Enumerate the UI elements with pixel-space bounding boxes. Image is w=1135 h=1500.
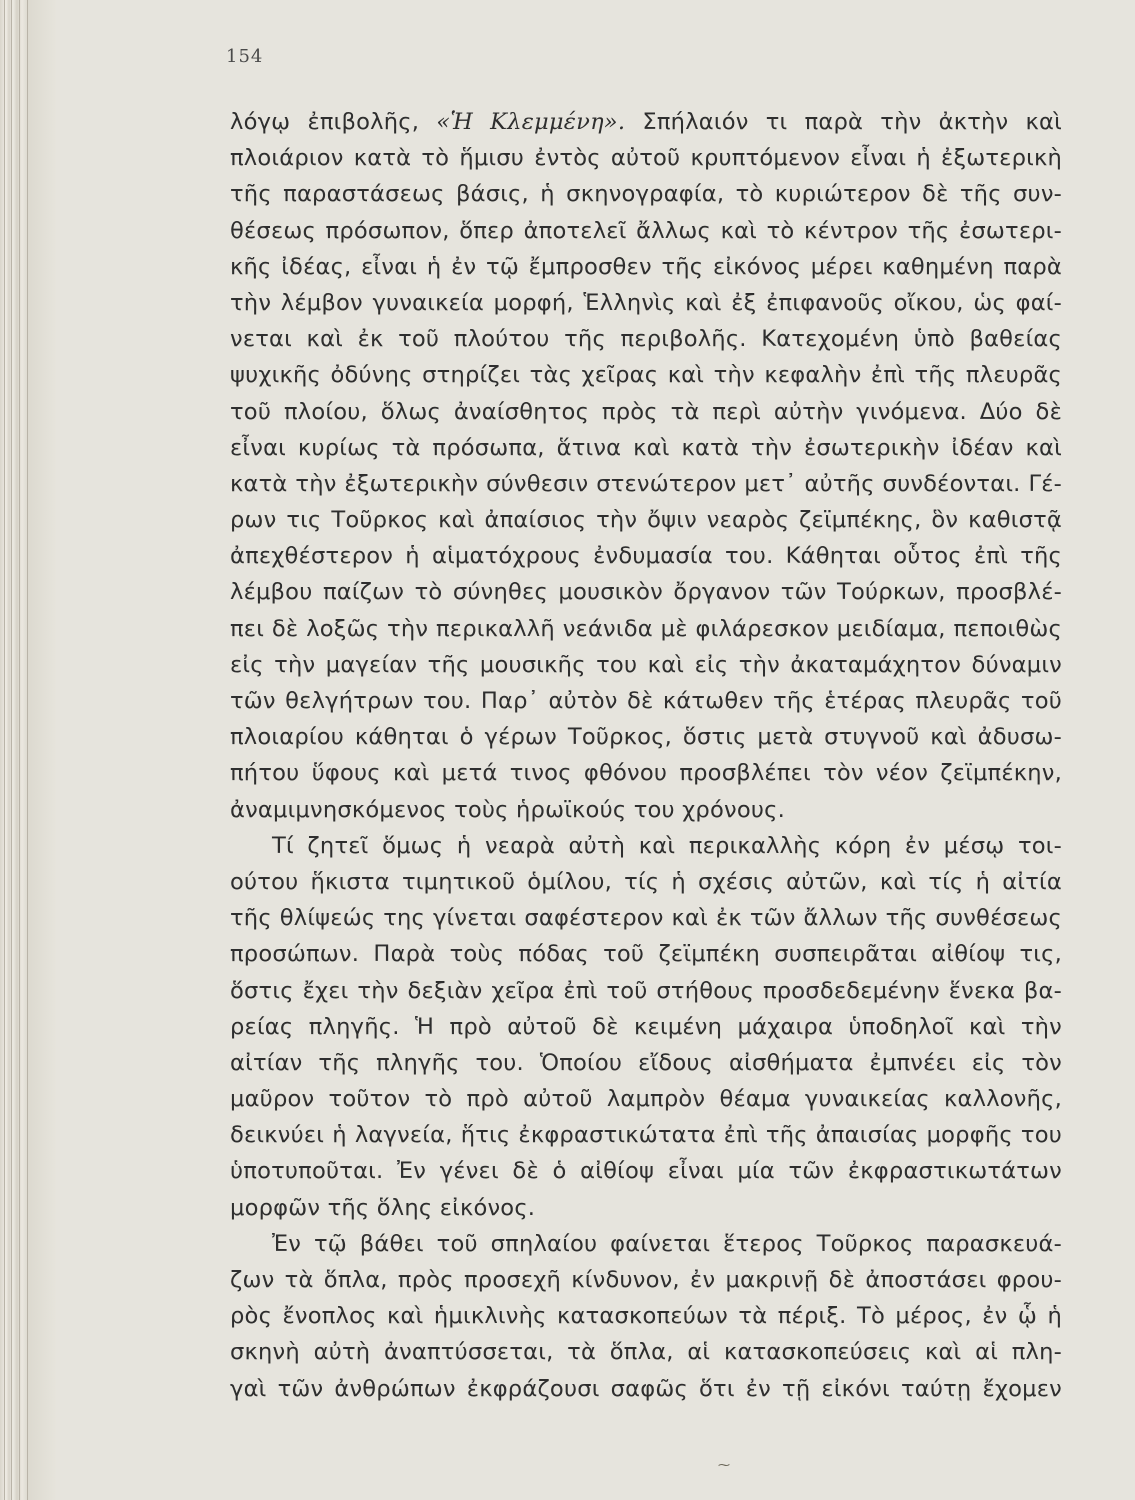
text-line: πλοιάριον κατὰ τὸ ἥμισυ ἐντὸς αὐτοῦ κρυπτόμενον εἶναι ἡ ἐξωτερικὴ xyxy=(230,145,1062,172)
text-line: θέσεως πρόσωπον, ὅπερ ἀποτελεῖ ἄλλως καὶ τὸ κέντρον τῆς ἐσωτερι- xyxy=(230,217,1062,244)
text-line: ὑποτυποῦται. Ἐν γένει δὲ ὁ αἰθίοψ εἶναι μία τῶν ἐκφραστικωτάτων xyxy=(230,1158,1062,1185)
text-line: Ἐν τῷ βάθει τοῦ σπηλαίου φαίνεται ἕτερος Τοῦρκος παρασκευά- xyxy=(272,1230,1062,1257)
text-segment: λόγῳ ἐπιβολῆς, xyxy=(230,109,437,135)
page-edge-line xyxy=(27,0,28,1500)
text-segment: Σπήλαιόν τι παρὰ τὴν ἀκτὴν καὶ xyxy=(625,109,1062,135)
text-line: τῆς παραστάσεως βάσις, ἡ σκηνογραφία, τὸ κυριώτερον δὲ τῆς συν- xyxy=(230,181,1062,208)
text-line: πήτου ὕφους καὶ μετά τινος φθόνου προσβλέπει τὸν νέον ζεϊμπέκην, xyxy=(230,760,1062,787)
text-line: εἶναι κυρίως τὰ πρόσωπα, ἅτινα καὶ κατὰ τὴν ἐσωτερικὴν ἰδέαν καὶ xyxy=(230,434,1062,461)
text-line: δεικνύει ἡ λαγνεία, ἥτις ἐκφραστικώτατα ἐπὶ τῆς ἀπαισίας μορφῆς του xyxy=(230,1122,1062,1149)
text-line: ρὸς ἔνοπλος καὶ ἡμικλινὴς κατασκοπεύων τὰ πέριξ. Τὸ μέρος, ἐν ᾧ ἡ xyxy=(230,1303,1062,1330)
text-line: πλοιαρίου κάθηται ὁ γέρων Τοῦρκος, ὅστις μετὰ στυγνοῦ καὶ ἀδυσω- xyxy=(230,724,1062,751)
text-line: κατὰ τὴν ἐξωτερικὴν σύνθεσιν στενώτερον μετ᾽ αὐτῆς συνδέονται. Γέ- xyxy=(230,470,1062,497)
text-line: ψυχικῆς ὀδύνης στηρίζει τὰς χεῖρας καὶ τὴν κεφαλὴν ἐπὶ τῆς πλευρᾶς xyxy=(230,362,1062,389)
text-line: ρείας πληγῆς. Ἡ πρὸ αὐτοῦ δὲ κειμένη μάχαιρα ὑποδηλοῖ καὶ τὴν xyxy=(230,1013,1062,1040)
text-line: μαῦρον τοῦτον τὸ πρὸ αὐτοῦ λαμπρὸν θέαμα γυναικείας καλλονῆς, xyxy=(230,1086,1062,1113)
body-text xyxy=(230,104,1062,1407)
text-line: ἀπεχθέστερον ἡ αἱματόχρους ἐνδυμασία του. Κάθηται οὗτος ἐπὶ τῆς xyxy=(230,543,1062,570)
text-line: σκηνὴ αὐτὴ ἀναπτύσσεται, τὰ ὅπλα, αἱ κατασκοπεύσεις καὶ αἱ πλη- xyxy=(230,1339,1062,1366)
text-line xyxy=(230,104,1062,140)
text-line: κῆς ἰδέας, εἶναι ἡ ἐν τῷ ἔμπροσθεν τῆς εἰκόνος μέρει καθημένη παρὰ xyxy=(230,253,1062,280)
text-line: ρων τις Τοῦρκος καὶ ἀπαίσιος τὴν ὄψιν νεαρὸς ζεϊμπέκης, ὃν καθιστᾷ xyxy=(230,507,1062,534)
text-line: εἰς τὴν μαγείαν τῆς μουσικῆς του καὶ εἰς τὴν ἀκαταμάχητον δύναμιν xyxy=(230,651,1062,678)
page-binding-edge xyxy=(0,0,56,1500)
ink-mark: ⁓ xyxy=(718,1458,730,1472)
text-line: αἰτίαν τῆς πληγῆς του. Ὁποίου εἴδους αἰσθήματα ἐμπνέει εἰς τὸν xyxy=(230,1049,1062,1076)
text-line: τὴν λέμβον γυναικεία μορφή, Ἑλληνὶς καὶ ἐξ ἐπιφανοῦς οἴκου, ὡς φαί- xyxy=(230,289,1062,316)
text-line: προσώπων. Παρὰ τοὺς πόδας τοῦ ζεϊμπέκη συσπειρᾶται αἰθίοψ τις, xyxy=(230,941,1062,968)
text-line: τοῦ πλοίου, ὅλως ἀναίσθητος πρὸς τὰ περὶ αὐτὴν γινόμενα. Δύο δὲ xyxy=(230,398,1062,425)
text-line: πει δὲ λοξῶς τὴν περικαλλῆ νεάνιδα μὲ φιλάρεσκον μειδίαμα, πεποιθὼς xyxy=(230,615,1062,642)
text-line: τῶν θελγήτρων του. Παρ᾽ αὐτὸν δὲ κάτωθεν τῆς ἑτέρας πλευρᾶς τοῦ xyxy=(230,688,1062,714)
text-line: νεται καὶ ἐκ τοῦ πλούτου τῆς περιβολῆς. Κατεχομένη ὑπὸ βαθείας xyxy=(230,326,1062,353)
text-line: μορφῶν τῆς ὅλης εἰκόνος. xyxy=(230,1194,536,1221)
page-edge-line xyxy=(19,0,20,1500)
text-line: ὅστις ἔχει τὴν δεξιὰν χεῖρα ἐπὶ τοῦ στήθους προσδεδεμένην ἕνεκα βα- xyxy=(230,977,1062,1004)
text-line: ἀναμιμνησκόμενος τοὺς ἡρωϊκούς του χρόνους. xyxy=(230,796,785,823)
page-edge-line xyxy=(4,0,5,1500)
text-line: τῆς θλίψεώς της γίνεται σαφέστερον καὶ ἐκ τῶν ἄλλων τῆς συνθέσεως xyxy=(230,905,1062,932)
text-line: γαὶ τῶν ἀνθρώπων ἐκφράζουσι σαφῶς ὅτι ἐν τῇ εἰκόνι ταύτῃ ἔχομεν xyxy=(230,1375,1062,1402)
text-line: ζων τὰ ὅπλα, πρὸς προσεχῆ κίνδυνον, ἐν μακρινῇ δὲ ἀποστάσει φρου- xyxy=(230,1267,1062,1293)
text-line: λέμβου παίζων τὸ σύνηθες μουσικὸν ὄργανον τῶν Τούρκων, προσβλέ- xyxy=(230,579,1062,606)
painting-title: «Ἡ Κλεμμένη». xyxy=(436,109,626,135)
page-number: 154 xyxy=(226,46,264,67)
text-line: Τί ζητεῖ ὅμως ἡ νεαρὰ αὐτὴ καὶ περικαλλὴς κόρη ἐν μέσῳ τοι- xyxy=(272,832,1062,859)
text-line: ούτου ἥκιστα τιμητικοῦ ὁμίλου, τίς ἡ σχέσις αὐτῶν, καὶ τίς ἡ αἰτία xyxy=(230,868,1062,895)
page-edge-line xyxy=(11,0,12,1500)
